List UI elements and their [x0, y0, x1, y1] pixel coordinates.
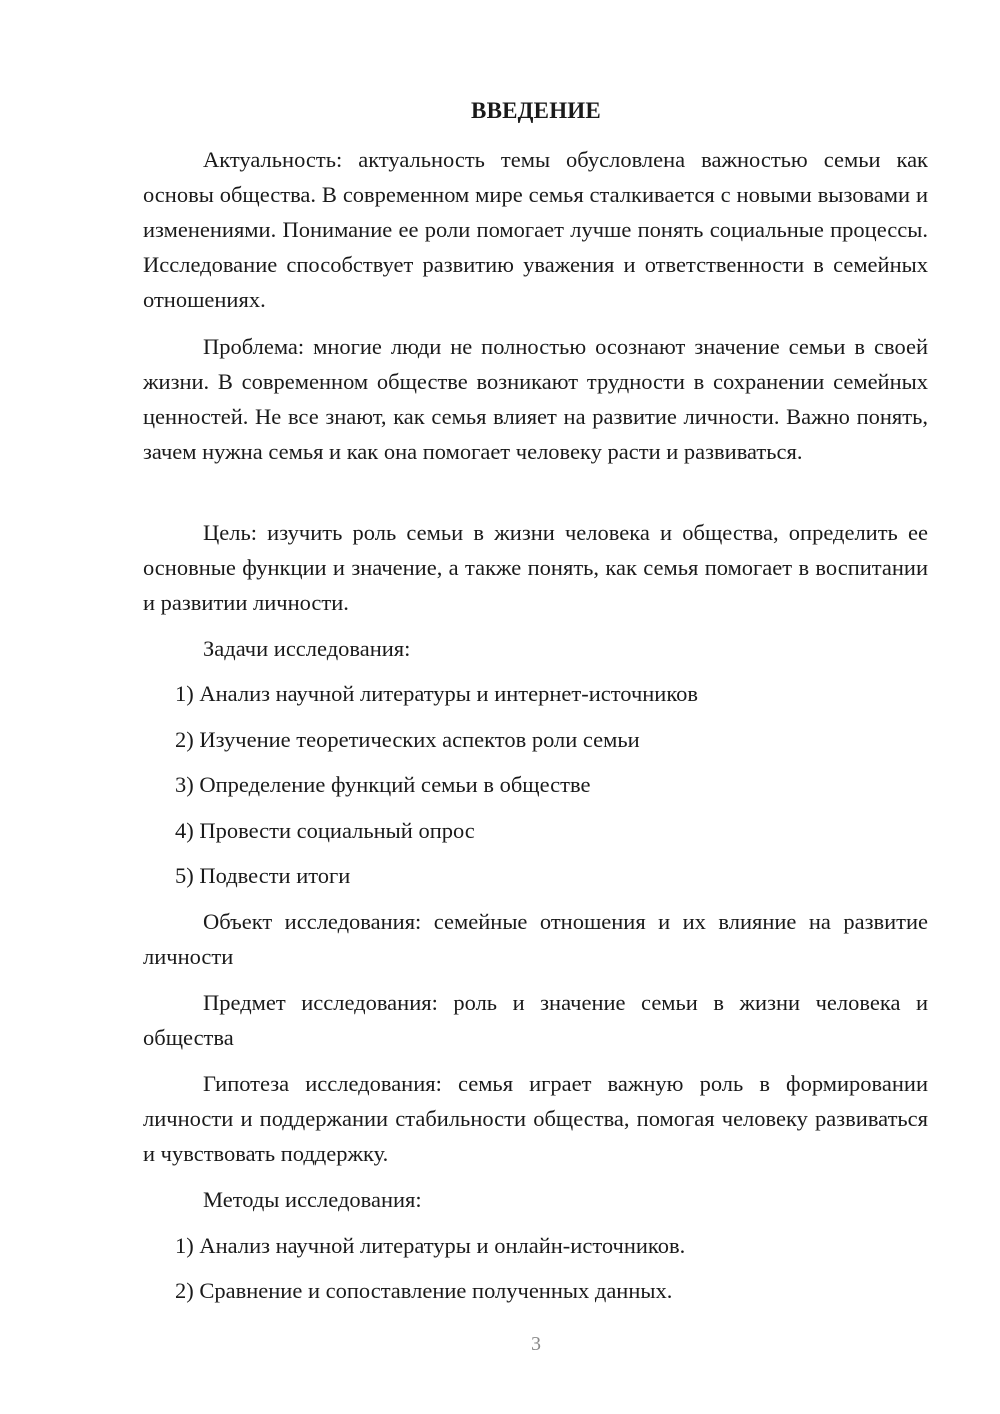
paragraph-hypothesis: Гипотеза исследования: семья играет важную роль в формировании личности и поддержании стабильности общества, помогая человеку развиваться и чувствовать поддержку.	[143, 1071, 928, 1166]
paragraph-object: Объект исследования: семейные отношения и их влияние на развитие личности	[143, 909, 928, 969]
tasks-heading: Задачи исследования:	[203, 636, 411, 661]
paragraph-subject: Предмет исследования: роль и значение семьи в жизни человека и общества	[143, 990, 928, 1050]
page-number: 3	[531, 1333, 541, 1355]
paragraph-goal: Цель: изучить роль семьи в жизни человека и общества, определить ее основные функции и значение, а также понять, как семья помогает в воспитании и развитии личности.	[143, 520, 928, 615]
task-item-2: 2) Изучение теоретических аспектов роли семьи	[175, 727, 640, 752]
paragraph-relevance: Актуальность: актуальность темы обусловлена важностью семьи как основы общества. В современном мире семья сталкивается с новыми вызовами и изменениями. Понимание ее роли помогает лучше понять социальные процессы. Исследование способствует развитию уважения и ответственности в семейных отношениях.	[143, 147, 928, 312]
task-item-1: 1) Анализ научной литературы и интернет-источников	[175, 681, 699, 706]
task-item-5: 5) Подвести итоги	[175, 863, 351, 888]
task-item-4: 4) Провести социальный опрос	[175, 818, 475, 843]
method-item-2: 2) Сравнение и сопоставление полученных данных.	[175, 1278, 673, 1303]
task-item-3: 3) Определение функций семьи в обществе	[175, 772, 591, 797]
section-title: ВВЕДЕНИЕ	[471, 98, 601, 123]
methods-heading: Методы исследования:	[203, 1187, 422, 1212]
paragraph-problem: Проблема: многие люди не полностью осознают значение семьи в своей жизни. В современном обществе возникают трудности в сохранении семейных ценностей. Не все знают, как семья влияет на развитие личности. Важно понять, зачем нужна семья и как она помогает человеку расти и развиваться.	[143, 334, 928, 464]
method-item-1: 1) Анализ научной литературы и онлайн-источников.	[175, 1233, 686, 1258]
